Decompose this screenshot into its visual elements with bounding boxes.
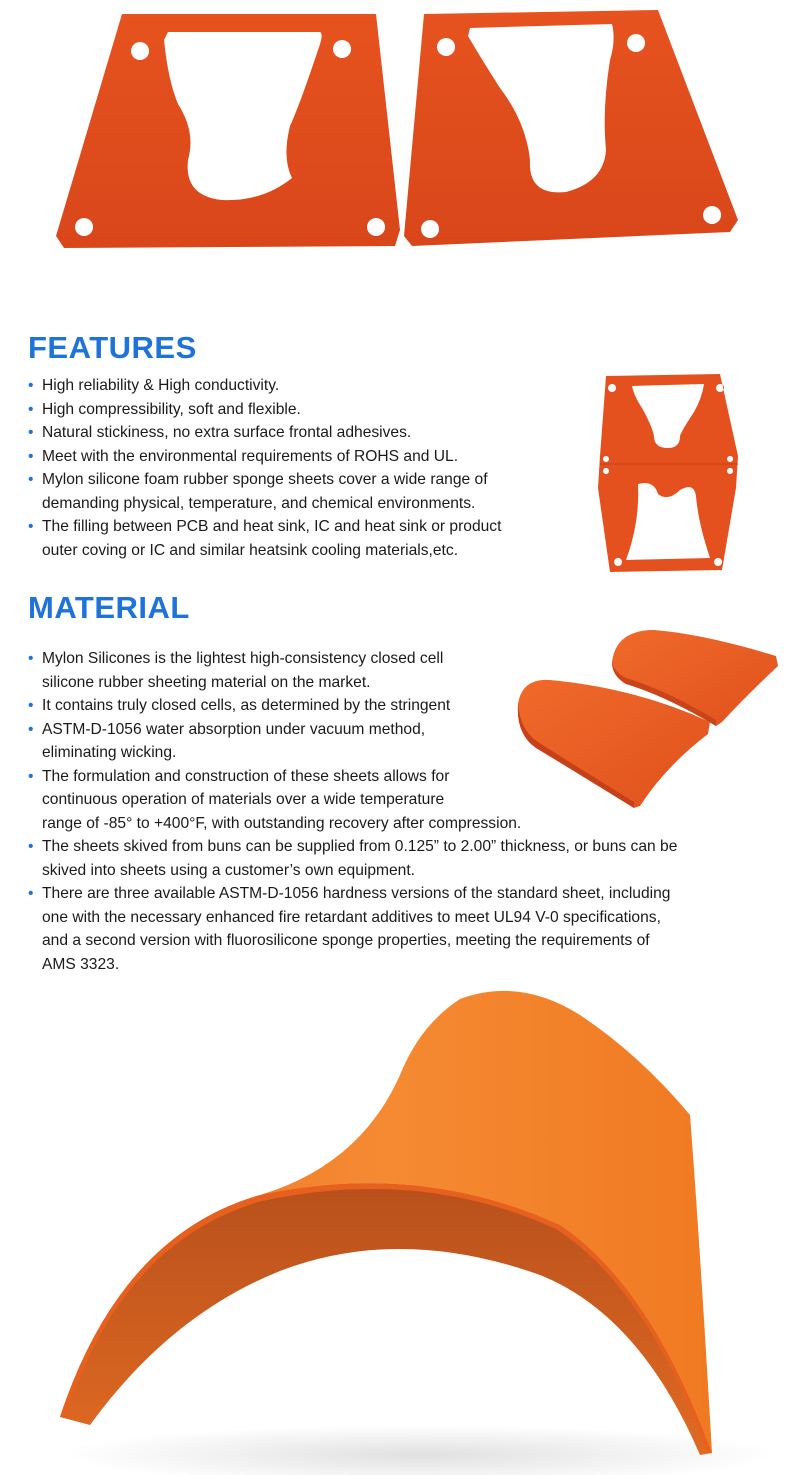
material-item-line: • There are three available ASTM-D-1056 hardness versions of the standard sheet, including: [42, 885, 671, 902]
gasket-pair-photo: [0, 0, 800, 260]
foam-sheet-photo: [0, 985, 800, 1475]
feature-item-line: • High compressibility, soft and flexible.: [42, 400, 301, 418]
feature-item: [28, 398, 501, 422]
feature-item-line: demanding physical, temperature, and chemical environments.: [42, 494, 476, 512]
feature-item-line: • Natural stickiness, no extra surface frontal adhesives.: [42, 424, 412, 441]
features-list: [28, 374, 501, 562]
material-item-line: skived into sheets using a customer’s own equipment.: [42, 861, 416, 879]
feature-item: [28, 445, 501, 469]
gasket-left: [56, 14, 400, 248]
feature-item-line: outer coving or IC and similar heatsink cooling materials,etc.: [42, 541, 459, 559]
material-item-line: silicone rubber sheeting material on the market.: [42, 673, 371, 691]
gasket-folded-photo: [598, 372, 740, 574]
material-item-line: AMS 3323.: [42, 955, 120, 973]
material-item-line: and a second version with fluorosilicone sponge properties, meeting the requirements of: [42, 932, 650, 949]
feature-item: [28, 374, 501, 398]
material-item-line: • The sheets skived from buns can be supplied from 0.125” to 2.00” thickness, or buns can be: [42, 838, 678, 855]
material-item: [28, 882, 677, 976]
feature-item: [28, 515, 501, 562]
material-item-line: • It contains truly closed cells, as determined by the stringent: [42, 697, 451, 714]
material-item-line: range of -85° to +400°F, with outstanding recovery after compression.: [42, 814, 522, 832]
feature-item-line: • High reliability & High conductivity.: [42, 377, 280, 394]
features-heading: FEATURES: [28, 330, 197, 365]
material-item-line: • Mylon Silicones is the lightest high-consistency closed cell: [42, 650, 444, 667]
feature-item-line: • Mylon silicone foam rubber sponge sheets cover a wide range of: [42, 471, 488, 488]
feature-item: [28, 468, 501, 515]
gasket-right: [404, 10, 738, 246]
material-item-line: • ASTM-D-1056 water absorption under vacuum method,: [42, 720, 426, 738]
material-heading: MATERIAL: [28, 590, 190, 625]
material-item-line: • The formulation and construction of these sheets allows for: [42, 767, 450, 785]
material-item-line: one with the necessary enhanced fire retardant additives to meet UL94 V-0 specifications,: [42, 908, 661, 926]
material-item-line: eliminating wicking.: [42, 744, 177, 761]
feature-item-line: • The filling between PCB and heat sink, IC and heat sink or product: [42, 518, 502, 535]
feature-item-line: • Meet with the environmental requirements of ROHS and UL.: [42, 447, 459, 465]
material-item-line: continuous operation of materials over a wide temperature: [42, 791, 445, 808]
feature-item: [28, 421, 501, 445]
foam-pieces-photo: [516, 626, 782, 810]
material-item: [28, 835, 677, 882]
